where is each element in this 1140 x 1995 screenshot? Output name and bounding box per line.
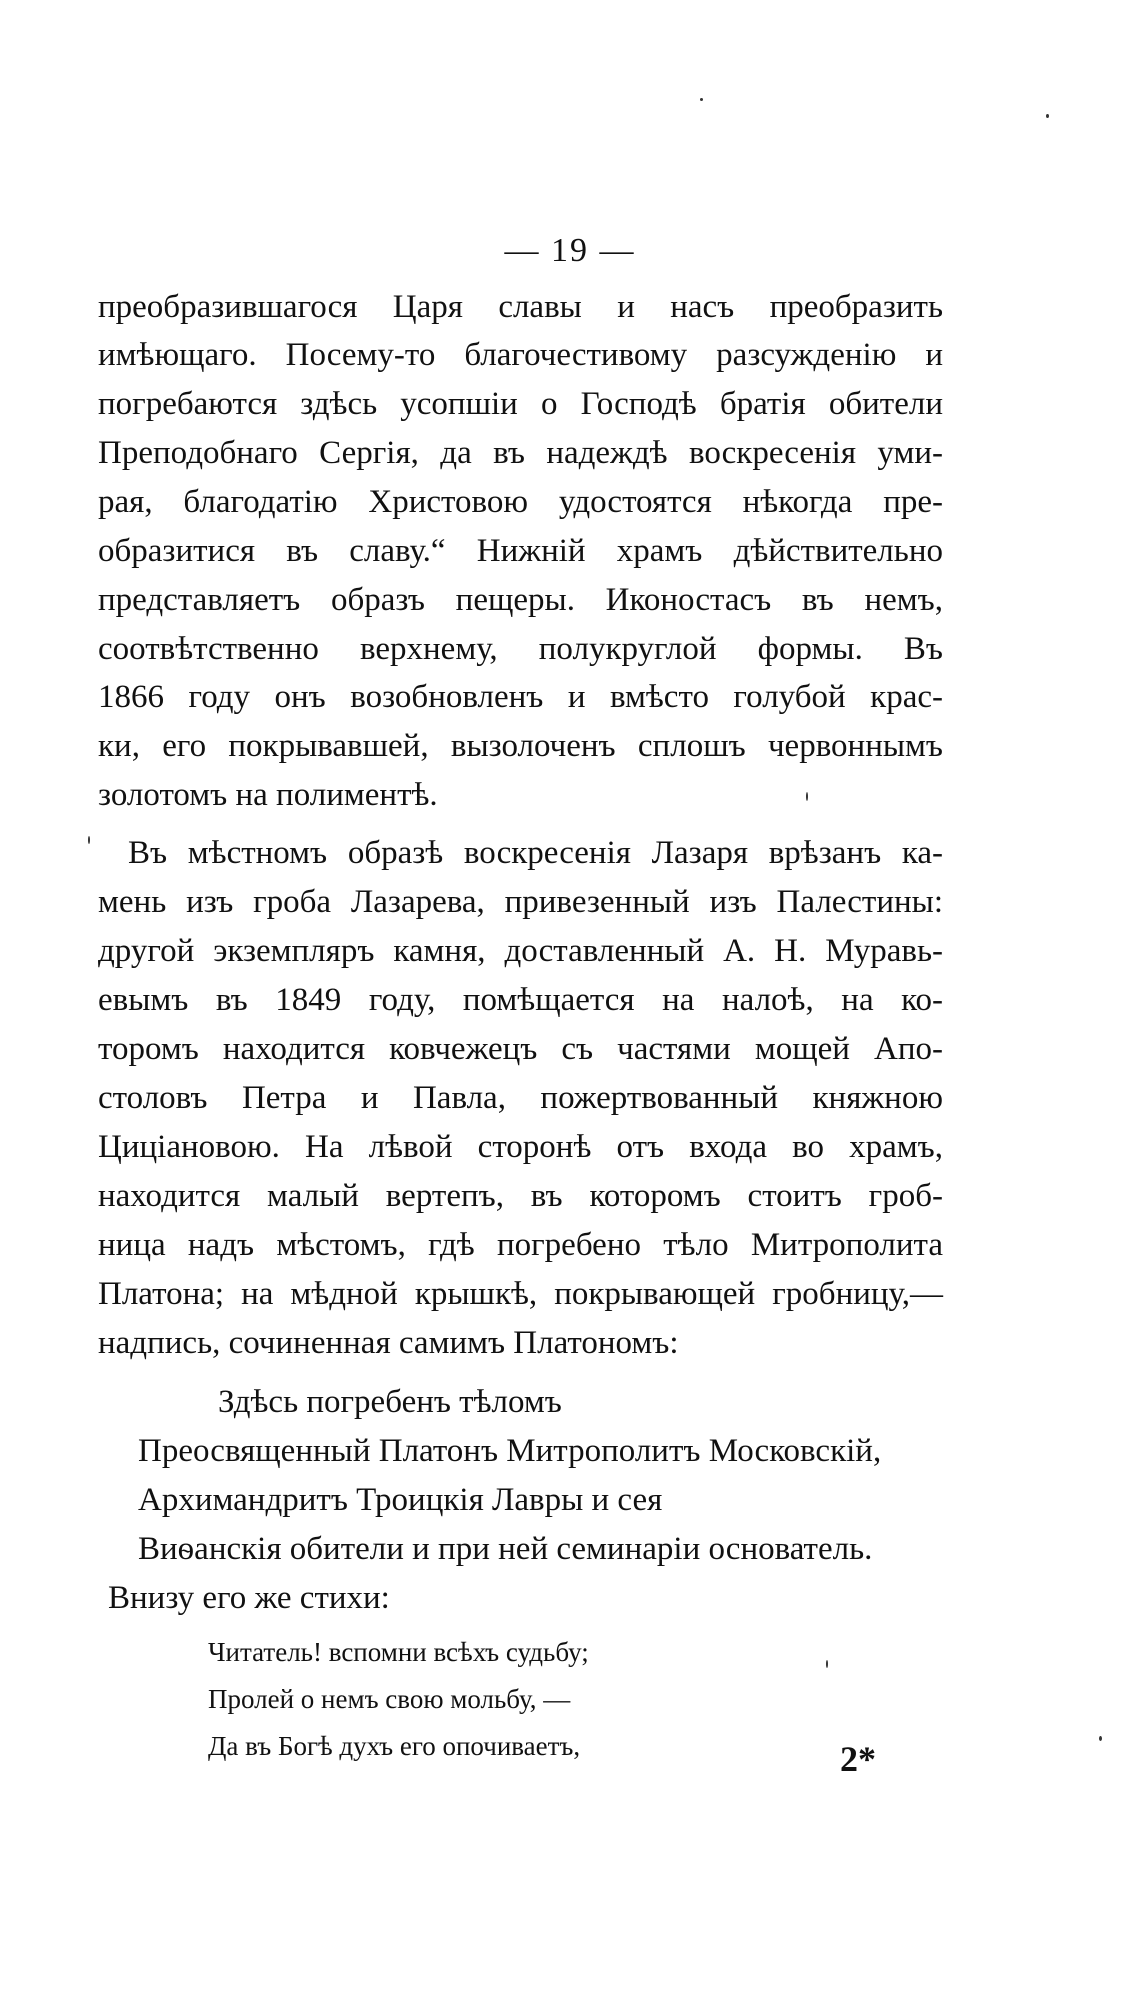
inscription-line: Здѣсь погребенъ тѣломъ <box>218 1384 562 1420</box>
paragraph-line: торомъ находится ковчежецъ съ частями мощей Апо- <box>98 1031 943 1067</box>
paragraph-line: Циціановою. На лѣвой сторонѣ отъ входа во храмъ, <box>98 1129 943 1165</box>
paragraph-line: ница надъ мѣстомъ, гдѣ погребено тѣло Митрополита <box>98 1227 943 1263</box>
scan-speck <box>826 1660 828 1668</box>
signature-mark: 2* <box>840 1739 876 1779</box>
scan-speck <box>88 836 90 844</box>
page-number: — 19 — <box>504 232 636 269</box>
paragraph-line: Преподобнаго Сергія, да въ надеждѣ воскресенія уми- <box>98 435 943 471</box>
scan-speck <box>1099 1736 1102 1741</box>
paragraph-line: золотомъ на полиментѣ. <box>98 777 438 813</box>
inscription-line: Виѳанскія обители и при ней семинаріи основатель. <box>138 1531 873 1567</box>
paragraph-line: Платона; на мѣдной крышкѣ, покрывающей гробницу,— <box>98 1276 943 1312</box>
scan-speck <box>806 792 808 801</box>
paragraph-line: столовъ Петра и Павла, пожертвованный княжною <box>98 1080 943 1116</box>
poem-line: Да въ Богѣ духъ его опочиваетъ, <box>208 1731 581 1761</box>
paragraph-line: находится малый вертепъ, въ которомъ стоитъ гроб- <box>98 1178 943 1214</box>
poem-line: Пролей о немъ свою мольбу, — <box>208 1684 571 1714</box>
paragraph-line: надпись, сочиненная самимъ Платономъ: <box>98 1325 679 1361</box>
paragraph-line: ки, его покрывавшей, вызолоченъ сплошъ червоннымъ <box>98 728 943 764</box>
paragraph-line: Въ мѣстномъ образѣ воскресенія Лазаря врѣзанъ ка- <box>128 835 943 871</box>
inscription-line: Преосвященный Платонъ Митрополитъ Московскій, <box>138 1433 882 1469</box>
paragraph-line: погребаются здѣсь усопшіи о Господѣ братія обители <box>98 386 943 422</box>
paragraph-line: преобразившагося Царя славы и насъ преобразить <box>98 289 943 325</box>
scan-speck <box>700 98 703 101</box>
paragraph-line: представляетъ образъ пещеры. Иконостасъ въ немъ, <box>98 582 943 618</box>
paragraph-line: мень изъ гроба Лазарева, привезенный изъ Палестины: <box>98 884 943 920</box>
paragraph-line: соотвѣтственно верхнему, полукруглой формы. Въ <box>98 631 943 667</box>
inscription-line: Архимандритъ Троицкія Лавры и сея <box>138 1482 663 1518</box>
paragraph-line: 1866 году онъ возобновленъ и вмѣсто голубой крас- <box>98 679 943 715</box>
poem-line: Читатель! вспомни всѣхъ судьбу; <box>208 1637 589 1667</box>
paragraph-line: рая, благодатію Христовою удостоятся нѣкогда пре- <box>98 484 943 520</box>
verses-intro: Внизу его же стихи: <box>108 1580 390 1616</box>
scan-speck <box>1046 114 1049 118</box>
paragraph-line: имѣющаго. Посему-то благочестивому разсужденію и <box>98 337 943 373</box>
paragraph-line: другой экземпляръ камня, доставленный А. Н. Муравь- <box>98 933 943 969</box>
paragraph-line: евымъ въ 1849 году, помѣщается на налоѣ, на ко- <box>98 982 943 1018</box>
paragraph-line: образитися въ славу.“ Нижній храмъ дѣйствительно <box>98 533 943 569</box>
